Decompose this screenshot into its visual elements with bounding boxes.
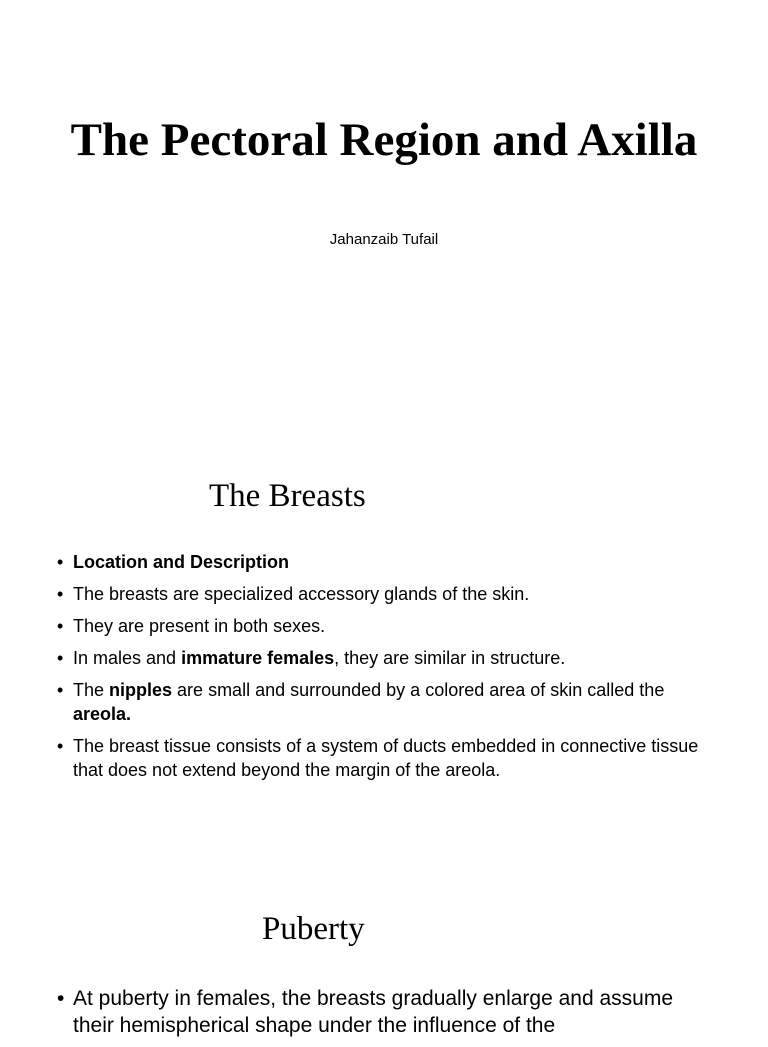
bullet-areola-bold: areola. [73, 704, 132, 724]
bullet-nipples-mid: are small and surrounded by a colored area of skin called the [172, 680, 665, 700]
breasts-bullet-list [57, 550, 717, 790]
puberty-bullet-list [57, 985, 717, 1047]
slide-author: Jahanzaib Tufail [329, 231, 439, 248]
slide-title: The Pectoral Region and Axilla [70, 114, 698, 166]
bullet-both-sexes: • They are present in both sexes. [57, 614, 717, 638]
bullet-location-bold: Location and Description [73, 552, 290, 572]
puberty-heading: Puberty [262, 911, 365, 947]
breasts-heading: The Breasts [209, 478, 366, 514]
bullet-nipples [57, 678, 717, 726]
bullet-puberty-enlarge: • At puberty in females, the breasts gradually enlarge and assume their hemispherical shape under the influence of the [57, 985, 717, 1039]
bullet-breast-tissue: • The breast tissue consists of a system of ducts embedded in connective tissue that does not extend beyond the margin of the areola. [57, 734, 717, 782]
bullet-nipples-bold: nipples [109, 680, 173, 700]
bullet-immature-bold: immature females [181, 648, 335, 668]
bullet-location [57, 550, 717, 574]
bullet-nipples-pre: The [73, 680, 110, 700]
bullet-immature-females [57, 646, 717, 670]
bullet-immature-post: , they are similar in structure. [334, 648, 566, 668]
bullet-immature-pre: In males and [73, 648, 182, 668]
bullet-accessory-glands: • The breasts are specialized accessory glands of the skin. [57, 582, 717, 606]
